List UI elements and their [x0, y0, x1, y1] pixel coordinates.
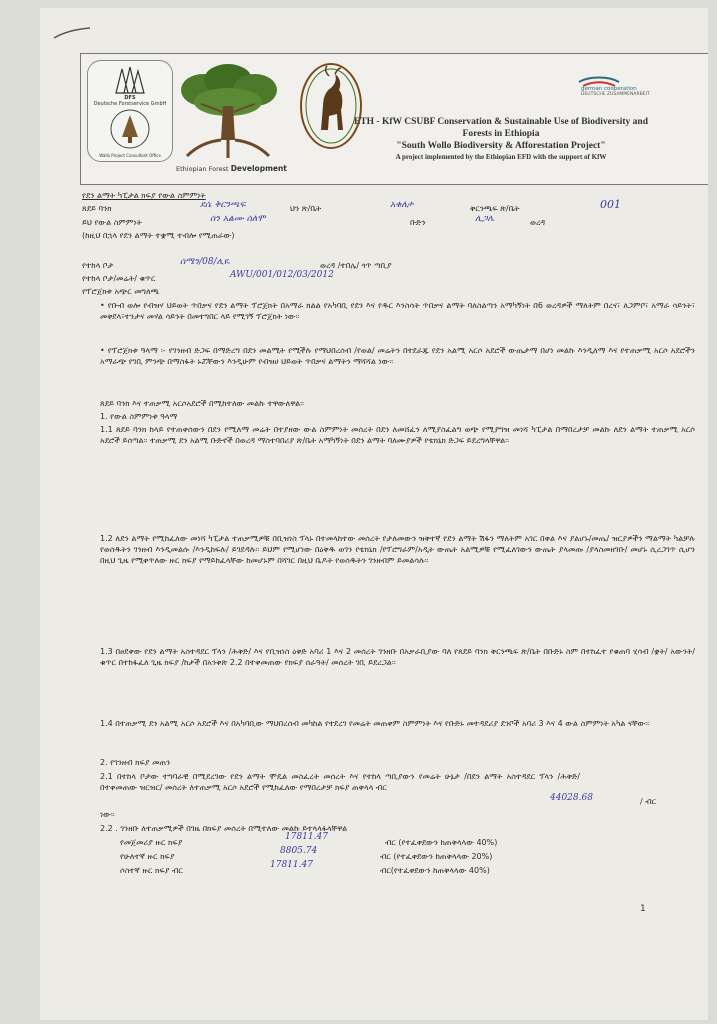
total-amount-suffix: / ብር	[640, 797, 657, 806]
section-2-title: 2. የገንዘብ ክፍያ መጠን	[100, 758, 171, 767]
payment-1-label: የመጀመሪያ ዙር ክፍያ	[120, 838, 183, 847]
payment-1-note: ብር (የተፈቀደውን ከጠቅላላው 40%)	[385, 838, 498, 847]
payment-2-label: የሁለተኛ ዙር ክፍያ	[120, 852, 175, 861]
parcel-value: AWU/001/012/03/2012	[230, 270, 334, 280]
title-line-3: "South Wollo Biodiversity & Afforestation Project"	[396, 141, 606, 151]
contract-heading: የደን ልማት ካፒታል ክፍያ የውል ስምምነት	[82, 191, 206, 200]
letterhead	[80, 53, 708, 185]
project-title	[291, 116, 708, 162]
branch-no-label: ቅርንጫፍ ጽ/ቤት	[470, 204, 520, 213]
bullet-dot: •	[100, 346, 108, 355]
branch-value: አቁለታ	[390, 200, 414, 210]
title-line-4: A project implemented by the Ethiopian EFD with the support of KfW	[395, 153, 607, 161]
place-label: የተከላ ቦታ	[82, 261, 114, 270]
branch-no-value: 001	[600, 198, 621, 211]
section-1-title: 1. የውል ስምምነቱ ዓላማ	[100, 412, 178, 421]
clause-1-2: 1.2 ለደን ልማት የሚከፈለው መነሻ ካፒታል ተጠቃሚዎቹ በቢዝነስ ፕላኑ በተመላከተው መሰረት የታለመውን ዝቅተኛ የደን ልማት ሽፋን ማለትም አገር በቀል እና ያልሆኑ/መጤ/ ዝርያዎችን ማልማት ካልቻሉ የወሰዱትን ገንዘብ እንዲመልሱ /እንዲከፍሉ/ ይገደዳሉ፡፡ ይህም የሚሆነው በዕቅዱ ወገን የቴክኒክ /የፕሮግራም/አዲት ውጤት አልሚዎቹ የሚፈለገውን ውጤት ያላመጡ /ያላስመዘገቡ/ መሆኑ ሲረጋገጥ ሲሆን በዚህ ጊዜ የሚቀጥለው ዙር ክፍያ የማይከፈላቸው ከመሆኑም በሻገር በዚህ ቤዶት የወሰዱትን ገንዘብም ይመልሳሉ፡፡	[100, 534, 695, 565]
total-amount: 44028.68	[550, 793, 593, 803]
efd-caption-prefix: Ethiopian Forest	[176, 165, 231, 173]
dfs-name: Deutsche Forstservice GmbH	[93, 101, 167, 107]
pen-mark-icon	[52, 26, 92, 40]
sign-group: ሊጋሌ	[475, 214, 495, 224]
sign-woreda: ወረዳ	[530, 218, 546, 227]
efd-tree-logo-icon	[173, 62, 283, 160]
bank-label: ጸደይ ባንክ	[82, 204, 112, 213]
bullet-1-text: የቡብ ወሎ የብዝሃ ህይወት ጥበቃና የደን ልማት ፕሮጀክት በአማራ ክልል የአካባቢ የደን እና የዱር እንስሳት ጥበቃና ልማት ባለስልጣን አማካኝነት በ6 ወረዳዎች ማለትም በረና፣ ለጋምቦ፣ አማራ ሳይንት፣ መቅደላ፣ተንታና መሃል ሳይንት በመተግበር ላይ የሚገኝ ፕሮጀክት ነው፡፡	[100, 301, 695, 321]
parcel-label: የተከላ ቦታ/መሬት/ ቁጥር	[82, 274, 156, 283]
title-line-2: Forests in Ethiopia	[462, 129, 540, 139]
place-rest: ወረዳ /ተበሌ/ ጎጥ ጣቢያ	[320, 261, 392, 270]
page-number: 1	[640, 904, 646, 914]
bullet-2	[100, 345, 695, 367]
clause-2-1-end: ነው፡፡	[100, 810, 115, 819]
bullet-2-text: የፕሮጀክቱ ዓላማ ፡- የገንዘብ ድጋፍ በማድረግ በደን መልሚት የሚችሉ የማህበረሰብ /የወል/ መሬትን በተደራጁ የደን አልሚ አርሶ አደሮች ውጤታማ በሆነ መልኩ እንዲለማ እና የተጠቃሚ አርሶ አደሮችን አማራጭ የገቢ ምንጭ በማስፋት ኑሯቸውን እንዲሁም የብዝሀ ህይወት ጥበቃና ልማትን ማሻሻል ነው፡፡	[100, 346, 696, 366]
sign-value: ሰን አልሙ ሰለሞ	[210, 214, 266, 224]
dfs-emblem-icon	[88, 63, 172, 97]
parties-heading: ጸደይ ባንክ እና ተጠቃሚ አርሶአደሮች በሚከተለው መልኩ ተዋውለዋል፡፡	[100, 399, 305, 408]
dfs-sub: Wallo Project Consultant Office	[99, 153, 161, 158]
wallo-seal-icon	[88, 107, 172, 151]
bullet-1	[100, 300, 695, 322]
place-value: ሰሜን/08/ሊዪ	[180, 257, 230, 267]
clause-2-1: 2.1 በተከላ ቦታው ተግባራዊ በሚደረገው የደን ልማት ሞዴል መስፈረት መሰረት እና የተከላ ጣቢያውን የመሬት ሁኔታ /በደን ልማት አስተዳደር ፕላን /ሕቅድ/ በተቀመጠው ዝርዝር/ መሰረት ለተጠቃሚ አርሶ አደሮች የሚከፈለው የማበረታቻ ክፍያ ጠቅላላ ብር	[100, 772, 580, 792]
title-line-1: ETH - KfW CSUBF Conservation & Sustainable Use of Biodiversity and	[354, 117, 648, 127]
parenthesis-note: (ከዚህ በኋላ የደን ልማት ተቋሚ ተብሎ የሚጠራው)	[82, 231, 235, 240]
clause-1-3: 1.3 በፀደቀው የደን ልማት አስተዳደር ፕላን /ሕቅድ/ እና የቢዝነስ ዕቅድ አባሪ 1 እና 2 መሰረት ገንዘቡ በአቃራቢያው ባለ የጸደይ ባንክ ቅርንጫፍ ጽ/ቤት በቡድኑ ስም በተከፈተ የቁጠባ ሂሳብ /ቋት/ አውንት/ ቁጥር በተከፋፈለ ጊዜ ክፍያ /ከታች በአንቀጽ 2.2 በተቀመጠው የክፍያ ሰራዓት/ መሰረት ገቢ ይደረጋል፡፡	[100, 647, 695, 667]
payment-1-value: 17811.47	[285, 832, 328, 842]
dfs-org: DFS	[124, 95, 136, 101]
branch-label: ህን ጽ/ቤት	[290, 204, 322, 213]
bank-value: ደሴ ቅርንጫፍ	[200, 200, 246, 210]
sign-mid: ቡድን	[410, 218, 426, 227]
payment-2-note: ብር (የተፈቀደውን ከጠቅላላው 20%)	[380, 852, 493, 861]
dfs-logo	[87, 60, 173, 162]
efd-caption	[176, 164, 287, 173]
bullet-dot: •	[100, 301, 108, 310]
payment-3-value: 17811.47	[270, 860, 313, 870]
payment-2-value: 8805.74	[280, 846, 318, 856]
clause-1-1: 1.1 ጸደይ ባንክ ከላይ የተጠቀሰውን በደን የሚለማ መሬት በተያዘው ውል ስምምነት መሰረት በደን ለመሸፈን ለሚያስፈልግ ወጭ የሚያግዝ መነሻ ካፒታል በማበረታቻ መልኩ ለደን ልማት ተጠቃሚ አርሶ አደሮች ይሰጣል፡፡ ተጠቃሚ ደን አልሚ ቡድኖች በወረዳ ማስተባበሪያ ጽ/ቤት አማካኝነት በደን ልማት ባለሙያዎች የቴክኒክ ድጋፍ ይደረግላቸዋል፡፡	[100, 425, 695, 445]
sign-label: ይህ የውል ስምምነት	[82, 218, 142, 227]
clause-2-2-intro: 2.2 . ገንዘቡ ለተጠቃሚዎች በገዜ በክፍያ መሰረት በሚተለው መልኩ ይተላላፋላቸዋል	[100, 824, 348, 833]
payment-3-label: ሶስተኛ ዙር ክፍያ ብር	[120, 866, 183, 875]
document-page	[40, 8, 708, 1020]
payment-3-note: ብር(የተፈቀደውን ከጠቅላላው 40%)	[380, 866, 490, 875]
giz-sub: DEUTSCHE ZUSAMMENARBEIT	[581, 92, 650, 97]
giz-name: german cooperation	[581, 86, 637, 92]
efd-caption-bold: Development	[230, 164, 287, 173]
clause-1-4: 1.4 በተጠቃሚ ደን አልሚ አርሶ አደሮች እና በአካባቢው ማህበረሰብ መካከል የተደረገ የመሬት መጠቀም ስምምነት እና የቡድኑ መተዳደሪያ ደንቦች አባሪ 3 እና 4 ውል ስምምነት አካል ናቸው፡፡	[100, 719, 650, 728]
summary-heading: የፕሮጀክቱ አጭር መግለጫ	[82, 287, 159, 296]
